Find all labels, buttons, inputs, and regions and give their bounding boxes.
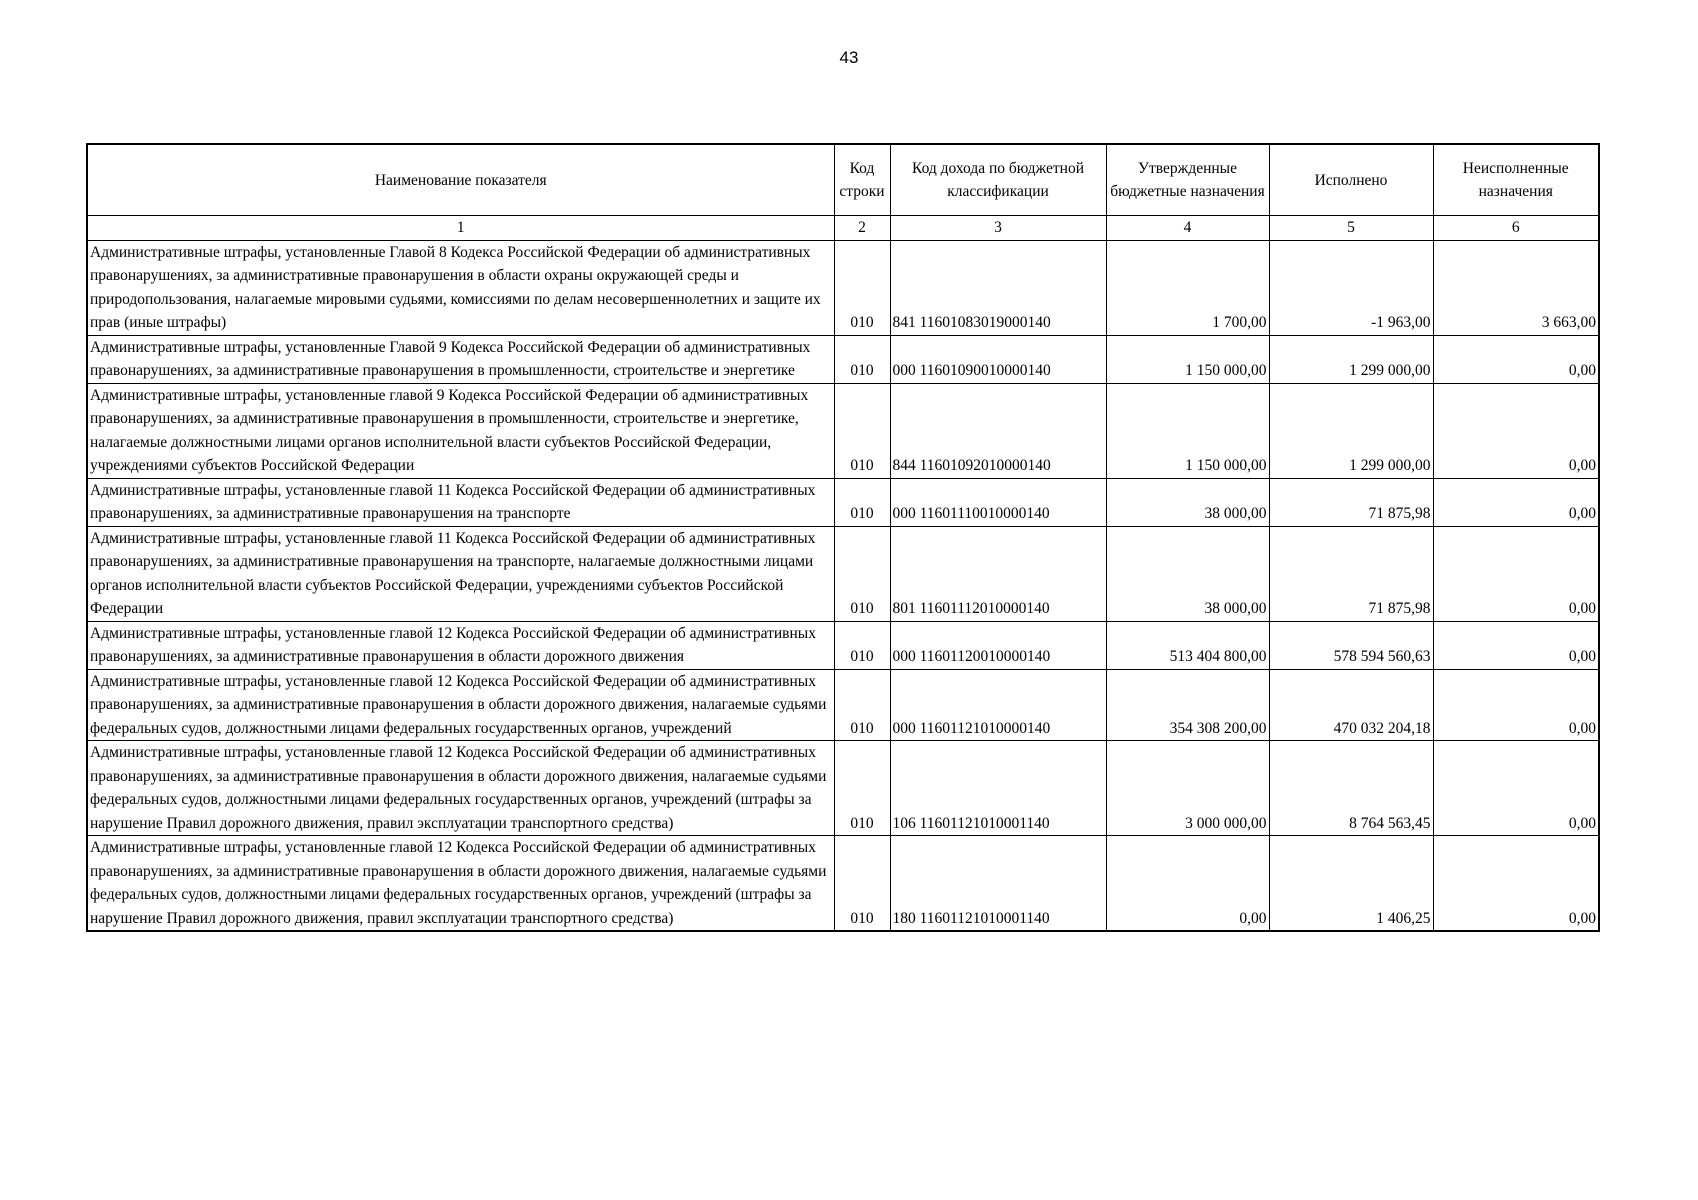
table-row [87,741,1599,836]
row-executed: 1 299 000,00 [1269,383,1433,478]
row-name: Административные штрафы, установленные Главой 8 Кодекса Российской Федерации об административных правонарушениях, за административные правонарушения в области охраны окружающей среды и природопользования, налагаемые мировыми судьями, комиссиями по делам несовершеннолетних и защите их прав (иные штрафы) [87,240,834,335]
row-code: 010 [834,669,890,741]
table-row [87,526,1599,621]
row-unexecuted: 0,00 [1433,836,1599,932]
row-unexecuted: 0,00 [1433,383,1599,478]
row-approved: 354 308 200,00 [1106,669,1269,741]
row-approved: 1 150 000,00 [1106,383,1269,478]
row-budget-code: 000 11601121010000140 [890,669,1106,741]
header-budget-code: Код дохода по бюджетной классификации [890,144,1106,216]
row-code: 010 [834,836,890,932]
row-budget-code: 000 11601120010000140 [890,621,1106,669]
column-number: 3 [890,216,1106,241]
row-approved: 3 000 000,00 [1106,741,1269,836]
row-executed: -1 963,00 [1269,240,1433,335]
row-code: 010 [834,621,890,669]
table-row [87,478,1599,526]
row-code: 010 [834,478,890,526]
row-budget-code: 000 11601110010000140 [890,478,1106,526]
header-name: Наименование показателя [87,144,834,216]
row-unexecuted: 0,00 [1433,335,1599,383]
row-code: 010 [834,335,890,383]
column-number: 4 [1106,216,1269,241]
row-approved: 1 150 000,00 [1106,335,1269,383]
row-approved: 38 000,00 [1106,478,1269,526]
row-budget-code: 841 11601083019000140 [890,240,1106,335]
row-approved: 1 700,00 [1106,240,1269,335]
row-executed: 470 032 204,18 [1269,669,1433,741]
row-approved: 0,00 [1106,836,1269,932]
row-executed: 71 875,98 [1269,478,1433,526]
row-code: 010 [834,383,890,478]
row-name: Административные штрафы, установленные главой 9 Кодекса Российской Федерации об административных правонарушениях, за административные правонарушения в промышленности, строительстве и энергетике, налагаемые должностными лицами органов исполнительной власти субъектов Российской Федерации, учреждениями субъектов Российской Федерации [87,383,834,478]
row-code: 010 [834,526,890,621]
column-number: 2 [834,216,890,241]
row-executed: 8 764 563,45 [1269,741,1433,836]
row-executed: 71 875,98 [1269,526,1433,621]
header-row [87,144,1599,216]
row-approved: 38 000,00 [1106,526,1269,621]
row-budget-code: 000 11601090010000140 [890,335,1106,383]
row-name: Административные штрафы, установленные главой 12 Кодекса Российской Федерации об административных правонарушениях, за административные правонарушения в области дорожного движения, налагаемые судьями федеральных судов, должностными лицами федеральных государственных органов, учреждений (штрафы за нарушение Правил дорожного движения, правил эксплуатации транспортного средства) [87,836,834,932]
row-budget-code: 801 11601112010000140 [890,526,1106,621]
table-row [87,836,1599,932]
table-row [87,383,1599,478]
row-unexecuted: 0,00 [1433,478,1599,526]
row-name: Административные штрафы, установленные главой 11 Кодекса Российской Федерации об административных правонарушениях, за административные правонарушения на транспорте, налагаемые должностными лицами органов исполнительной власти субъектов Российской Федерации, учреждениями субъектов Российской Федерации [87,526,834,621]
row-code: 010 [834,240,890,335]
row-unexecuted: 0,00 [1433,621,1599,669]
row-name: Административные штрафы, установленные Главой 9 Кодекса Российской Федерации об административных правонарушениях, за административные правонарушения в промышленности, строительстве и энергетике [87,335,834,383]
row-unexecuted: 3 663,00 [1433,240,1599,335]
page-number: 43 [839,48,859,67]
row-name: Административные штрафы, установленные главой 12 Кодекса Российской Федерации об административных правонарушениях, за административные правонарушения в области дорожного движения, налагаемые судьями федеральных судов, должностными лицами федеральных государственных органов, учреждений [87,669,834,741]
header-approved: Утвержденные бюджетные назначения [1106,144,1269,216]
column-number: 6 [1433,216,1599,241]
row-unexecuted: 0,00 [1433,741,1599,836]
row-name: Административные штрафы, установленные главой 11 Кодекса Российской Федерации об административных правонарушениях, за административные правонарушения на транспорте [87,478,834,526]
row-executed: 1 406,25 [1269,836,1433,932]
header-unexecuted: Неисполненные назначения [1433,144,1599,216]
header-executed: Исполнено [1269,144,1433,216]
row-budget-code: 844 11601092010000140 [890,383,1106,478]
row-name: Административные штрафы, установленные главой 12 Кодекса Российской Федерации об административных правонарушениях, за административные правонарушения в области дорожного движения [87,621,834,669]
row-code: 010 [834,741,890,836]
row-approved: 513 404 800,00 [1106,621,1269,669]
table-row [87,621,1599,669]
row-executed: 1 299 000,00 [1269,335,1433,383]
column-number: 1 [87,216,834,241]
table-row [87,669,1599,741]
table-row [87,240,1599,335]
column-number: 5 [1269,216,1433,241]
budget-table [86,143,1600,932]
row-budget-code: 180 11601121010001140 [890,836,1106,932]
table-row [87,335,1599,383]
column-number-row [87,216,1599,241]
row-unexecuted: 0,00 [1433,526,1599,621]
header-row-code: Код строки [834,144,890,216]
row-unexecuted: 0,00 [1433,669,1599,741]
row-executed: 578 594 560,63 [1269,621,1433,669]
row-name: Административные штрафы, установленные главой 12 Кодекса Российской Федерации об административных правонарушениях, за административные правонарушения в области дорожного движения, налагаемые судьями федеральных судов, должностными лицами федеральных государственных органов, учреждений (штрафы за нарушение Правил дорожного движения, правил эксплуатации транспортного средства) [87,741,834,836]
row-budget-code: 106 11601121010001140 [890,741,1106,836]
